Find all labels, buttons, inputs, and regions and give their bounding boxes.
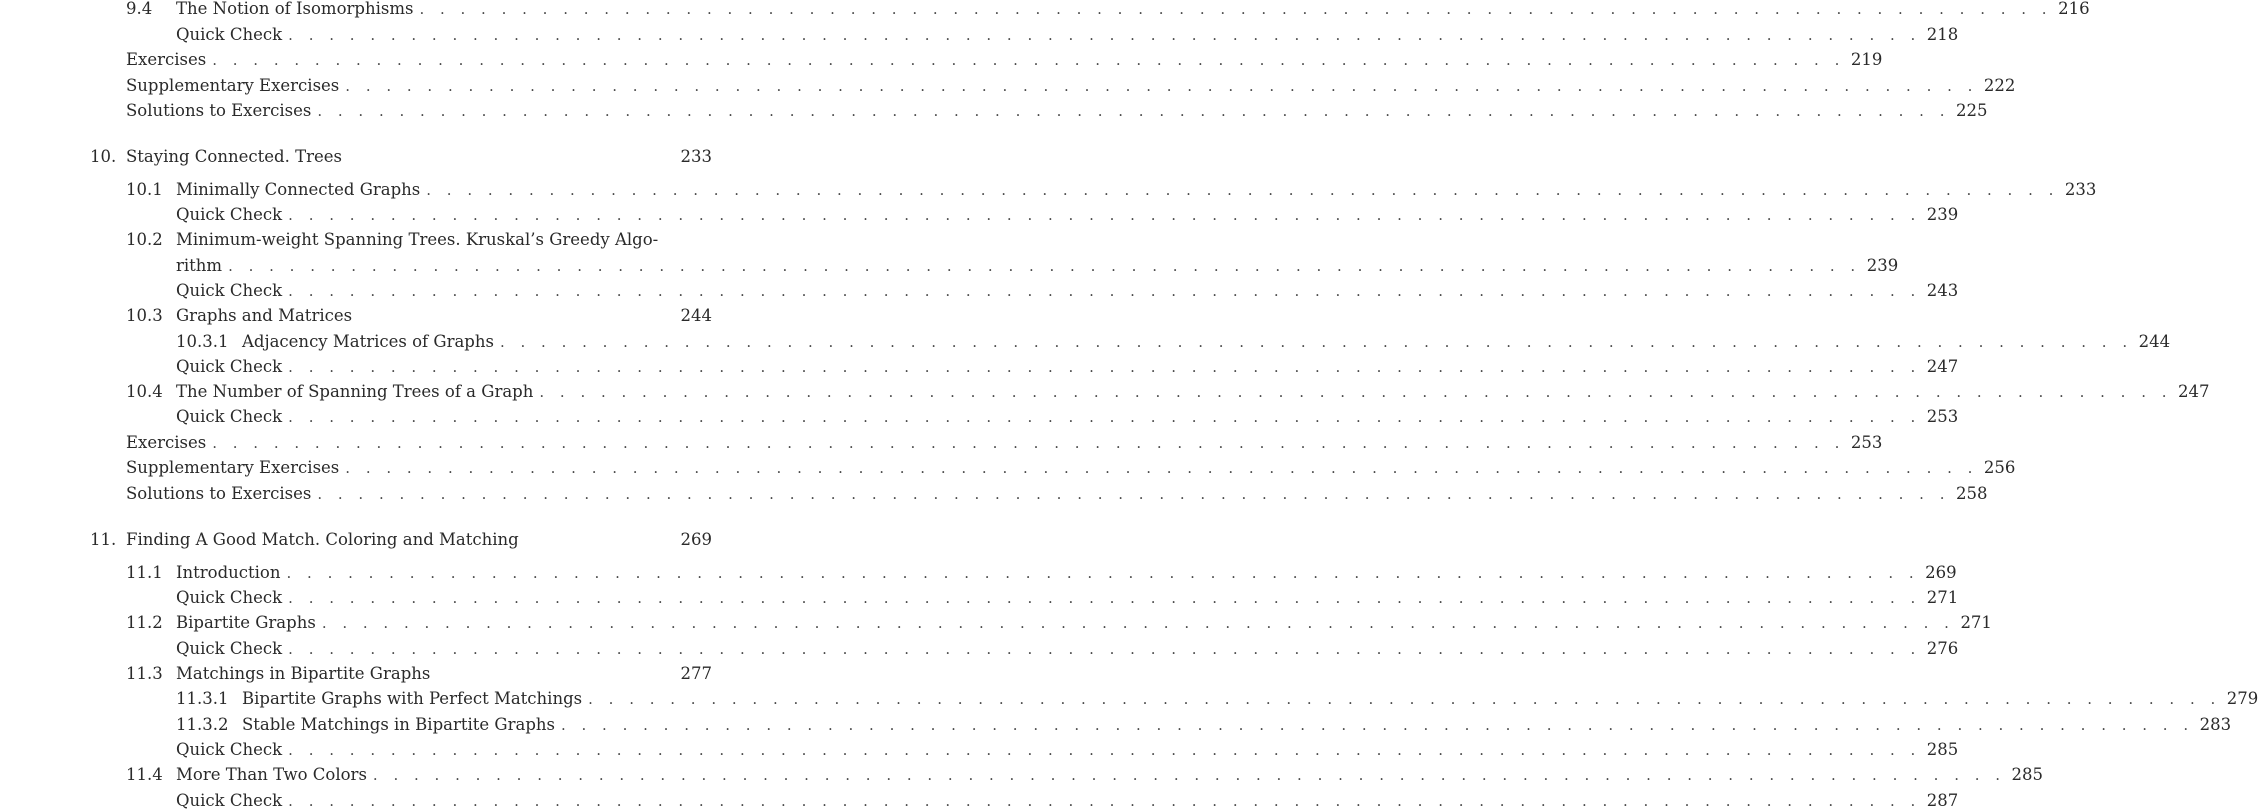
toc-entry-title: Stable Matchings in Bipartite Graphs [242, 715, 555, 734]
dot-leader: . . . . . . . . . . . . . . . . . . . . . . . . . . . . . . . . . . . . . . . . . . . . . . . . . . . . . . . . . . . . . . . . . . . . . . . . . . . . . . . . [288, 358, 1921, 376]
toc-chapter-entry[interactable] [90, 146, 712, 168]
toc-entry[interactable] [176, 739, 1959, 761]
toc-entry-number: 10.1 [126, 180, 163, 199]
toc-entry-title: Quick Check [176, 281, 283, 300]
toc-page-number: 279 [2226, 689, 2258, 708]
toc-entry[interactable] [176, 688, 2258, 710]
toc-entry-number: 10. [90, 147, 117, 166]
toc-page-number: 277 [680, 664, 712, 683]
toc-page-number: 218 [1926, 25, 1959, 44]
toc-entry[interactable] [176, 255, 1899, 277]
toc-page-number: 283 [2199, 715, 2232, 734]
toc-page-number: 256 [1983, 458, 2016, 477]
dot-leader: . . . . . . . . . . . . . . . . . . . . . . . . . . . . . . . . . . . . . . . . . . . . . . . . . . . . . . . . . . . . . . . . . . . . . . . . . . . . . . . . [419, 0, 2053, 18]
toc-entry-title: Supplementary Exercises [126, 76, 340, 95]
dot-leader: . . . . . . . . . . . . . . . . . . . . . . . . . . . . . . . . . . . . . . . . . . . . . . . . . . . . . . . . . . . . . . . . . . . . . . . . . . . . . . . . [426, 181, 2059, 199]
dot-leader: . . . . . . . . . . . . . . . . . . . . . . . . . . . . . . . . . . . . . . . . . . . . . . . . . . . . . . . . . . . . . . . . . . . . . . . . . . . . . . . . [288, 26, 1921, 44]
dot-leader: . . . . . . . . . . . . . . . . . . . . . . . . . . . . . . . . . . . . . . . . . . . . . . . . . . . . . . . . . . . . . . . . . . . . . . . . . . . . . . . . [539, 383, 2172, 401]
toc-entry-number: 11.3.2 [176, 715, 229, 734]
dot-leader: . . . . . . . . . . . . . . . . . . . . . . . . . . . . . . . . . . . . . . . . . . . . . . . . . . . . . . . . . . . . . . . . . . . . . . . . . . . . . . . . [499, 333, 2133, 351]
dot-leader: . . . . . . . . . . . . . . . . . . . . . . . . . . . . . . . . . . . . . . . . . . . . . . . . . . . . . . . . . . . . . . . . . . . . . . . . . . . . . . . . [317, 485, 1950, 503]
dot-leader: . . . . . . . . . . . . . . . . . . . . . . . . . . . . . . . . . . . . . . . . . . . . . . . . . . . . . . . . . . . . . . . . . . . . . . . . . . . . . . . . [212, 434, 1845, 452]
toc-entry-title: Quick Check [176, 791, 283, 810]
toc-page-number: 244 [680, 306, 712, 325]
dot-leader: . . . . . . . . . . . . . . . . . . . . . . . . . . . . . . . . . . . . . . . . . . . . . . . . . . . . . . . . . . . . . . . . . . . . . . . . . . . . . . . . [560, 716, 2194, 734]
toc-entry[interactable] [126, 483, 1988, 505]
dot-leader: . . . . . . . . . . . . . . . . . . . . . . . . . . . . . . . . . . . . . . . . . . . . . . . . . . . . . . . . . . . . . . . . . . . . . . . . . . . . . . . . [288, 282, 1921, 300]
toc-entry[interactable] [126, 229, 712, 251]
toc-page-number: 271 [1960, 613, 1992, 632]
dot-leader: . . . . . . . . . . . . . . . . . . . . . . . . . . . . . . . . . . . . . . . . . . . . . . . . . . . . . . . . . . . . . . . . . . . . . . . . . . . . . . . . [288, 741, 1921, 759]
toc-page-number: 253 [1850, 433, 1883, 452]
toc-entry-number: 11.2 [126, 613, 163, 632]
toc-page-number: 258 [1955, 484, 1988, 503]
toc-entry[interactable] [126, 100, 1988, 122]
toc-entry-title: Quick Check [176, 25, 283, 44]
toc-entry-number: 10.2 [126, 230, 163, 249]
toc-entry[interactable] [176, 790, 1959, 812]
toc-page-number: 247 [2178, 382, 2210, 401]
toc-entry[interactable] [126, 764, 2044, 786]
toc-entry-title: Staying Connected. Trees [126, 147, 342, 166]
toc-entry-title: rithm [176, 256, 223, 275]
toc-entry-title: Graphs and Matrices [176, 306, 353, 325]
toc-entry-number: 10.3.1 [176, 332, 229, 351]
toc-entry[interactable] [176, 587, 1959, 609]
toc-entry-number: 11. [90, 530, 117, 549]
toc-entry-title: Introduction [176, 563, 281, 582]
toc-entry-number: 11.3.1 [176, 689, 229, 708]
toc-entry-title: Exercises [126, 433, 207, 452]
toc-page-number: 222 [1983, 76, 2016, 95]
toc-entry-title: Finding A Good Match. Coloring and Matching [126, 530, 519, 549]
toc-entry[interactable] [126, 612, 1992, 634]
toc-entry[interactable] [176, 638, 1959, 660]
dot-leader: . . . . . . . . . . . . . . . . . . . . . . . . . . . . . . . . . . . . . . . . . . . . . . . . . . . . . . . . . . . . . . . . . . . . . . . . . . . . . . . . [345, 77, 1978, 95]
toc-entry-title: Quick Check [176, 639, 283, 658]
dot-leader: . . . . . . . . . . . . . . . . . . . . . . . . . . . . . . . . . . . . . . . . . . . . . . . . . . . . . . . . . . . . . . . . . . . . . . . . . . . . . . . . [288, 589, 1921, 607]
toc-entry[interactable] [126, 0, 2090, 20]
toc-page-number: 225 [1955, 101, 1988, 120]
dot-leader: . . . . . . . . . . . . . . . . . . . . . . . . . . . . . . . . . . . . . . . . . . . . . . . . . . . . . . . . . . . . . . . . . . . . . . . . . . . . . . . . [317, 102, 1950, 120]
toc-page-number: 239 [1866, 256, 1899, 275]
toc-page-number: 285 [2011, 765, 2044, 784]
dot-leader: . . . . . . . . . . . . . . . . . . . . . . . . . . . . . . . . . . . . . . . . . . . . . . . . . . . . . . . . . . . . . . . . . . . . . . . . . . . . . . . . [288, 206, 1921, 224]
toc-page-number: 253 [1926, 407, 1959, 426]
toc-entry[interactable] [126, 179, 2097, 201]
toc-entry-title: Bipartite Graphs [176, 613, 316, 632]
toc-entry-title: Exercises [126, 50, 207, 69]
dot-leader: . . . . . . . . . . . . . . . . . . . . . . . . . . . . . . . . . . . . . . . . . . . . . . . . . . . . . . . . . . . . . . . . . . . . . . . . . . . . . . . . [345, 459, 1978, 477]
toc-page-number: 216 [2058, 0, 2090, 18]
toc-entry-title: Minimum-weight Spanning Trees. Kruskal’s Greedy Algo- [176, 230, 659, 249]
toc-page-number: 243 [1926, 281, 1959, 300]
toc-entry-number: 11.4 [126, 765, 163, 784]
toc-entry-number: 10.4 [126, 382, 163, 401]
toc-entry-number: 9.4 [126, 0, 153, 18]
toc-entry[interactable] [176, 204, 1959, 226]
toc-entry-title: Solutions to Exercises [126, 484, 312, 503]
toc-entry[interactable] [176, 406, 1959, 428]
dot-leader: . . . . . . . . . . . . . . . . . . . . . . . . . . . . . . . . . . . . . . . . . . . . . . . . . . . . . . . . . . . . . . . . . . . . . . . . . . . . . . . . [372, 766, 2006, 784]
dot-leader: . . . . . . . . . . . . . . . . . . . . . . . . . . . . . . . . . . . . . . . . . . . . . . . . . . . . . . . . . . . . . . . . . . . . . . . . . . . . . . . . [588, 690, 2221, 708]
toc-entry-title: Matchings in Bipartite Graphs [176, 664, 431, 683]
toc-entry[interactable] [126, 305, 712, 327]
toc-entry[interactable] [176, 280, 1959, 302]
dot-leader: . . . . . . . . . . . . . . . . . . . . . . . . . . . . . . . . . . . . . . . . . . . . . . . . . . . . . . . . . . . . . . . . . . . . . . . . . . . . . . . . [212, 51, 1845, 69]
toc-entry-title: Solutions to Exercises [126, 101, 312, 120]
toc-entry-title: The Notion of Isomorphisms [176, 0, 414, 18]
toc-page-number: 239 [1926, 205, 1959, 224]
dot-leader: . . . . . . . . . . . . . . . . . . . . . . . . . . . . . . . . . . . . . . . . . . . . . . . . . . . . . . . . . . . . . . . . . . . . . . . . . . . . . . . . [286, 564, 1920, 582]
toc-entry-title: Quick Check [176, 357, 283, 376]
dot-leader: . . . . . . . . . . . . . . . . . . . . . . . . . . . . . . . . . . . . . . . . . . . . . . . . . . . . . . . . . . . . . . . . . . . . . . . . . . . . . . . . [288, 792, 1921, 810]
toc-entry[interactable] [126, 457, 2016, 479]
toc-chapter-entry[interactable] [90, 529, 712, 551]
toc-entry-title: Minimally Connected Graphs [176, 180, 421, 199]
toc-page-number: 269 [1925, 563, 1957, 582]
dot-leader: . . . . . . . . . . . . . . . . . . . . . . . . . . . . . . . . . . . . . . . . . . . . . . . . . . . . . . . . . . . . . . . . . . . . . . . . . . . . . . . . [288, 408, 1921, 426]
toc-entry[interactable] [176, 714, 2232, 736]
toc-entry[interactable] [176, 331, 2171, 353]
toc-page-number: 285 [1926, 740, 1959, 759]
dot-leader: . . . . . . . . . . . . . . . . . . . . . . . . . . . . . . . . . . . . . . . . . . . . . . . . . . . . . . . . . . . . . . . . . . . . . . . . . . . . . . . . [228, 257, 1861, 275]
dot-leader: . . . . . . . . . . . . . . . . . . . . . . . . . . . . . . . . . . . . . . . . . . . . . . . . . . . . . . . . . . . . . . . . . . . . . . . . . . . . . . . . [321, 614, 1955, 632]
toc-page-number: 233 [2064, 180, 2097, 199]
toc-entry[interactable] [126, 49, 1883, 71]
toc-entry-number: 11.1 [126, 563, 163, 582]
toc-entry-title: Quick Check [176, 740, 283, 759]
toc-page-number: 271 [1926, 588, 1959, 607]
toc-page-number: 247 [1926, 357, 1959, 376]
toc-entry-title: Quick Check [176, 588, 283, 607]
toc-entry-title: Bipartite Graphs with Perfect Matchings [242, 689, 583, 708]
toc-entry[interactable] [176, 356, 1959, 378]
toc-entry[interactable] [176, 24, 1959, 46]
toc-page-number: 287 [1926, 791, 1959, 810]
toc-entry-title: The Number of Spanning Trees of a Graph [176, 382, 534, 401]
toc-entry-title: Quick Check [176, 205, 283, 224]
toc-entry[interactable] [126, 381, 2210, 403]
toc-page-number: 244 [2138, 332, 2171, 351]
toc-entry-title: Adjacency Matrices of Graphs [242, 332, 494, 351]
toc-page-number: 276 [1926, 639, 1959, 658]
toc-entry-title: More Than Two Colors [176, 765, 367, 784]
toc-page-number: 269 [680, 530, 712, 549]
toc-entry-title: Quick Check [176, 407, 283, 426]
toc-entry-number: 10.3 [126, 306, 163, 325]
toc-entry-number: 11.3 [126, 664, 163, 683]
toc-entry-title: Supplementary Exercises [126, 458, 340, 477]
toc-entry[interactable] [126, 75, 2016, 97]
toc-page-number: 219 [1850, 50, 1883, 69]
dot-leader: . . . . . . . . . . . . . . . . . . . . . . . . . . . . . . . . . . . . . . . . . . . . . . . . . . . . . . . . . . . . . . . . . . . . . . . . . . . . . . . . [288, 640, 1921, 658]
toc-entry[interactable] [126, 663, 712, 685]
toc-entry[interactable] [126, 432, 1883, 454]
toc-entry[interactable] [126, 562, 1957, 584]
toc-page-number: 233 [680, 147, 712, 166]
